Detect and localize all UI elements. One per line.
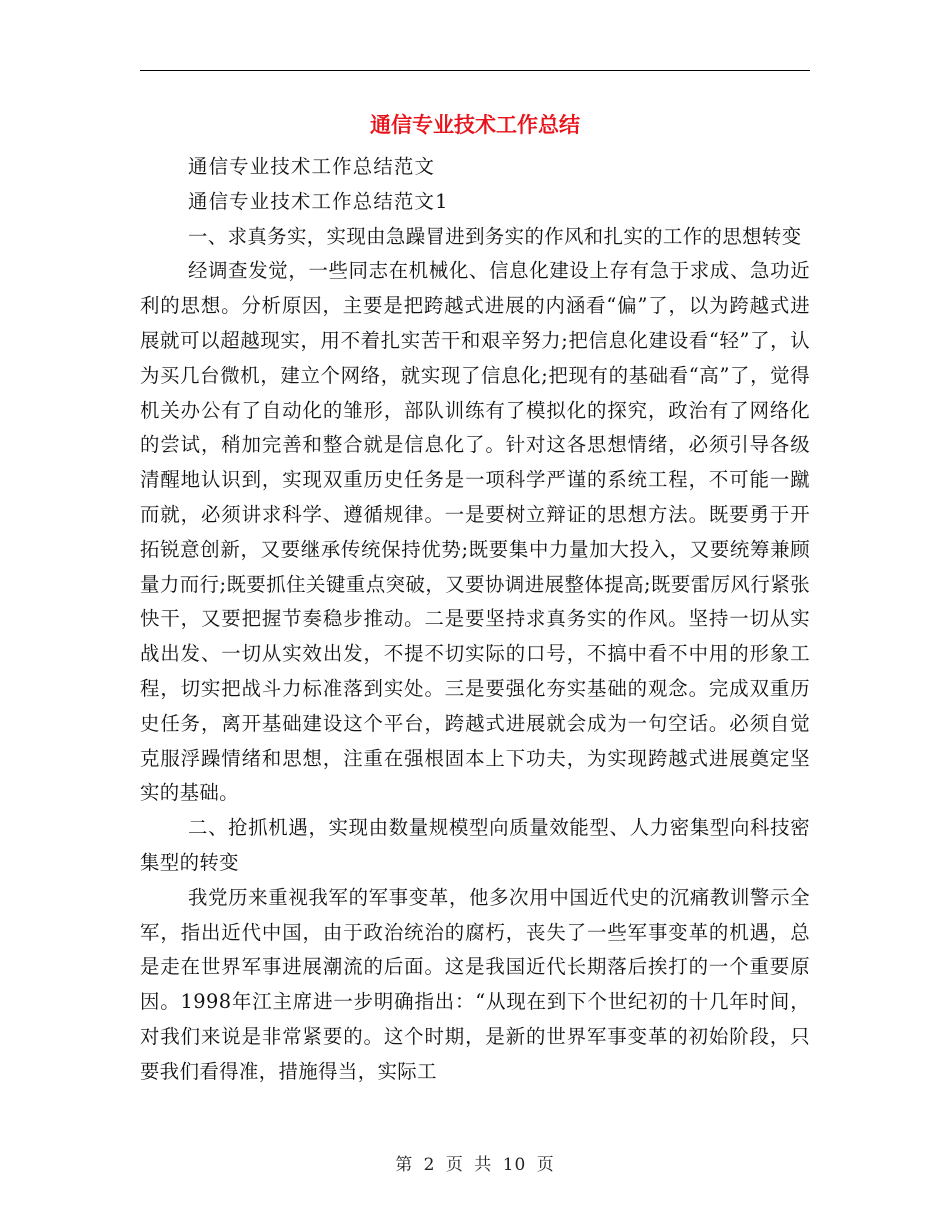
paragraph-heading-2: 二、抢抓机遇，实现由数量规模型向质量效能型、人力密集型向科技密集型的转变 <box>140 816 810 874</box>
document-title: 通信专业技术工作总结 <box>370 113 580 137</box>
paragraph-body-1: 经调查发觉，一些同志在机械化、信息化建设上存有急于求成、急功近利的思想。分析原因，主要是把跨越式进展的内涵看“偏”了，以为跨越式进展就可以超越现实，用不着扎实苦干和艰辛努力;把信息化建设看“轻”了，认为买几台微机，建立个网络，就实现了信息化;把现有的基础看“高”了，觉得机关办公有了自动化的雏形，部队训练有了模拟化的探究，政治有了网络化的尝试，稍加完善和整合就是信息化了。针对这各思想情绪，必须引导各级清醒地认识到，实现双重历史任务是一项科学严谨的系统工程，不可能一蹴而就，必须讲求科学、遵循规律。一是要树立辩证的思想方法。既要勇于开拓锐意创新，又要继承传统保持优势;既要集中力量加大投入，又要统筹兼顾量力而行;既要抓住关键重点突破，又要协调进展整体提高;既要雷厉风行紧张快干，又要把握节奏稳步推动。二是要坚持求真务实的作风。坚持一切从实战出发、一切从实效出发，不提不切实际的口号，不搞中看不中用的形象工程，切实把战斗力标准落到实处。三是要强化夯实基础的观念。完成双重历史任务，离开基础建设这个平台，跨越式进展就会成为一句空话。必须自觉克服浮躁情绪和思想，注重在强根固本上下功夫，为实现跨越式进展奠定坚实的基础。 <box>140 259 810 805</box>
paragraph-heading-1: 一、求真务实，实现由急躁冒进到务实的作风和扎实的工作的思想转变 <box>188 224 802 248</box>
paragraph-body-2: 我党历来重视我军的军事变革，他多次用中国近代史的沉痛教训警示全军，指出近代中国，由于政治统治的腐朽，丧失了一些军事变革的机遇，总是走在世界军事进展潮流的后面。这是我国近代长期落后挨打的一个重要原因。1998年江主席进一步明确指出：“从现在到下个世纪初的十几年时间，对我们来说是非常紧要的。这个时期，是新的世界军事变革的初始阶段，只要我们看得准，措施得当，实际工 <box>140 885 810 1083</box>
page-number: 第 2 页 共 10 页 <box>395 1155 555 1175</box>
paragraph-subtitle: 通信专业技术工作总结范文 <box>188 155 436 178</box>
paragraph-subtitle-1: 通信专业技术工作总结范文1 <box>188 189 449 213</box>
header-rule <box>140 70 810 71</box>
document-body <box>140 150 810 1090</box>
